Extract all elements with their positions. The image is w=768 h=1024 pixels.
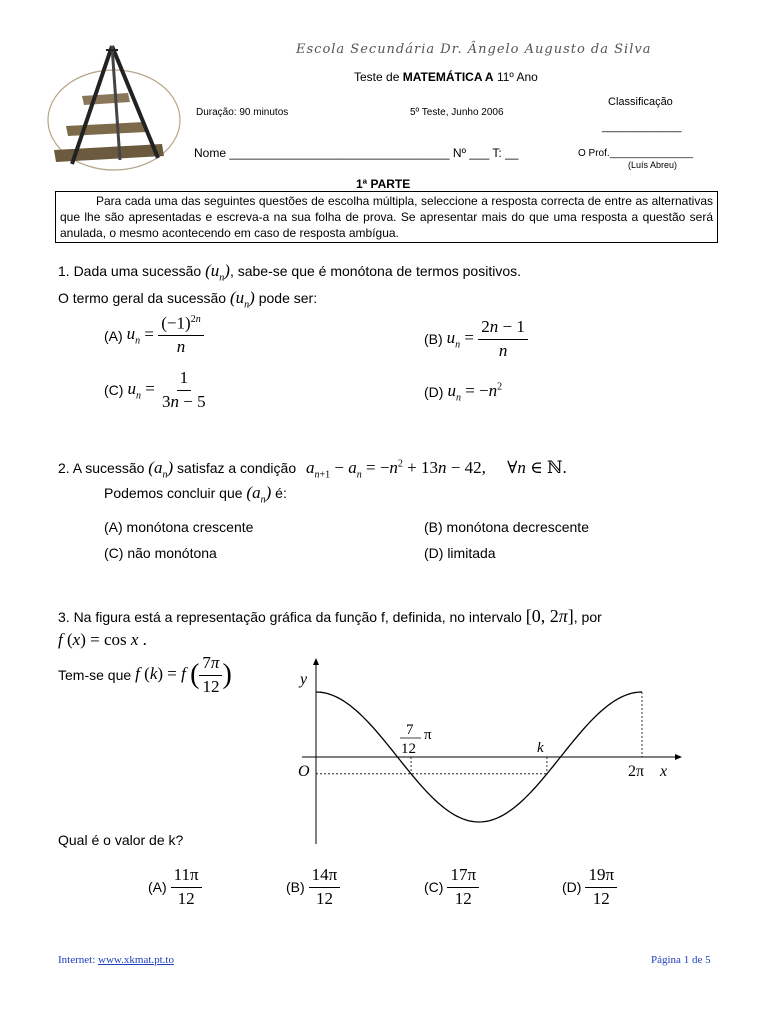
q1-option-b-fraction: $\frac{2n - 1}{n}$ bbox=[478, 318, 528, 360]
q1-seq-un-2: $(u_n)$ bbox=[229, 288, 255, 311]
cosine-graph bbox=[280, 648, 700, 848]
q3-interval: [0, 2π] bbox=[525, 606, 574, 626]
duration: Duração: 90 minutos bbox=[196, 107, 289, 118]
q3-function-def: f (x) = cos x . bbox=[58, 630, 147, 649]
q1-option-b bbox=[424, 318, 528, 360]
q2-option-a: (A) monótona crescente bbox=[104, 519, 254, 535]
q3-question: Qual é o valor de k? bbox=[58, 832, 184, 848]
q1-option-c bbox=[104, 369, 209, 411]
instructions-box bbox=[55, 191, 718, 243]
school-logo bbox=[44, 40, 194, 175]
q1-line1-b: , sabe-se que é monótona de termos positivos. bbox=[229, 263, 521, 279]
school-name: Escola Secundária Dr. Ângelo Augusto da Silva bbox=[296, 42, 652, 57]
q1-option-d-formula: $u_n = -n^2$ bbox=[447, 381, 503, 404]
y-axis-arrow bbox=[313, 658, 319, 665]
q2-line2 bbox=[104, 483, 287, 505]
test-grade: 11º Ano bbox=[496, 70, 538, 84]
instructions-text: Para cada uma das seguintes questões de escolha múltipla, seleccione a resposta correcta de entre as alternativas que lhe são apresentadas e escreva-a na sua folha de prova. Se apresentar mais do que uma resposta a questão será anulada, o mesmo acontecendo em caso de resposta ambígua. bbox=[60, 194, 713, 240]
q1-option-d-label: (D) bbox=[424, 384, 444, 401]
q3-condition-fraction: $\frac{7\pi}{12}$ bbox=[199, 654, 222, 696]
frac-label-pi: π bbox=[424, 727, 432, 743]
test-info: 5º Teste, Junho 2006 bbox=[410, 107, 504, 118]
q1-line1-a: 1. Dada uma sucessão bbox=[58, 263, 202, 279]
q3-option-d-num: 19π bbox=[585, 866, 617, 888]
q1-line2-b: pode ser: bbox=[258, 290, 318, 306]
x-axis-arrow bbox=[675, 754, 682, 760]
x-axis-label: x bbox=[660, 763, 668, 780]
q2-line1-b: satisfaz a condição bbox=[177, 460, 297, 476]
q3-line1 bbox=[58, 606, 602, 627]
q1-option-a bbox=[104, 314, 204, 357]
footer-page-number: Página 1 de 5 bbox=[651, 954, 711, 966]
q3-option-a-fraction bbox=[171, 866, 202, 908]
q3-option-c-fraction bbox=[447, 866, 479, 908]
q3-option-a bbox=[148, 866, 202, 908]
q1-line2-a: O termo geral da sucessão bbox=[58, 290, 227, 306]
test-prefix: Teste de bbox=[354, 70, 400, 84]
classification-label: Classificação bbox=[608, 96, 673, 108]
q1-option-b-label: (B) bbox=[424, 331, 443, 348]
footer-internet-label: Internet: bbox=[58, 954, 96, 966]
prof-label bbox=[578, 148, 693, 159]
q3-option-d-fraction bbox=[585, 866, 617, 908]
q3-temse bbox=[58, 654, 232, 696]
q3-line1-end: , por bbox=[573, 609, 602, 625]
q3-option-b-den: 12 bbox=[315, 888, 333, 908]
q1-option-d bbox=[424, 381, 502, 403]
q3-option-d-den: 12 bbox=[592, 888, 610, 908]
prof-line: _______________ bbox=[609, 148, 694, 159]
two-pi-label: 2π bbox=[628, 763, 645, 780]
q3-option-a-num: 11π bbox=[171, 866, 202, 888]
q2-seq-an-2: $(a_n)$ bbox=[246, 483, 272, 506]
q1-line2 bbox=[58, 288, 317, 310]
frac-label-den: 12 bbox=[401, 741, 416, 757]
q2-condition: $a_{n+1} - a_n = -n^2 + 13n - 42$, ∀n ∈ ℕ. bbox=[306, 458, 567, 481]
prof-name: (Luís Abreu) bbox=[628, 160, 678, 170]
q2-option-d: (D) limitada bbox=[424, 545, 496, 561]
q2-line1 bbox=[58, 458, 567, 480]
footer-website-link[interactable]: www.xkmat.pt.to bbox=[98, 954, 174, 966]
origin-label: O bbox=[298, 763, 310, 780]
classification-line: _____________ bbox=[602, 121, 682, 133]
q1-option-a-label: (A) bbox=[104, 327, 123, 344]
q3-option-c bbox=[424, 866, 479, 908]
q2-option-b: (B) monótona decrescente bbox=[424, 519, 589, 535]
q3-option-c-den: 12 bbox=[454, 888, 472, 908]
footer-internet bbox=[58, 954, 174, 966]
q3-option-b-fraction bbox=[309, 866, 341, 908]
q3-option-d-label: (D) bbox=[562, 879, 582, 896]
q1-option-b-formula: $u_n$ = $\frac{2n - 1}{n}$ bbox=[447, 318, 528, 360]
q3-option-b bbox=[286, 866, 340, 908]
q1-option-a-fraction: $\frac{(-1)^{2n}}{n}$ bbox=[158, 314, 203, 357]
q3-option-a-label: (A) bbox=[148, 879, 167, 896]
k-label: k bbox=[537, 740, 544, 756]
q2-option-c: (C) não monótona bbox=[104, 545, 217, 561]
q2-seq-an: $(a_n)$ bbox=[148, 458, 174, 481]
y-axis-label: y bbox=[300, 671, 308, 688]
part-heading: 1ª PARTE bbox=[356, 177, 411, 191]
test-subject: MATEMÁTICA A bbox=[402, 70, 494, 84]
q1-option-c-fraction: $\frac{1}{3n - 5}$ bbox=[162, 368, 206, 411]
q2-line1-a: 2. A sucessão bbox=[58, 460, 145, 476]
q1-line1 bbox=[58, 261, 521, 283]
frac-label-num: 7 bbox=[406, 722, 414, 738]
q1-option-c-formula: $u_n$ = $\frac{1}{3n - 5}$ bbox=[127, 369, 208, 411]
q3-option-a-den: 12 bbox=[177, 888, 195, 908]
q1-option-c-label: (C) bbox=[104, 382, 124, 399]
q3-option-b-num: 14π bbox=[309, 866, 341, 888]
q3-condition: f (k) = f ( $\frac{7\pi}{12}$ ) bbox=[135, 653, 232, 696]
q3-option-d bbox=[562, 866, 617, 908]
prof-label-text: O Prof. bbox=[578, 148, 610, 159]
q3-line1-text: 3. Na figura está a representação gráfica da função f, definida, no intervalo bbox=[58, 609, 522, 625]
q3-option-b-label: (B) bbox=[286, 879, 305, 896]
q3-option-c-num: 17π bbox=[447, 866, 479, 888]
q1-seq-un: $(u_n)$ bbox=[205, 261, 230, 284]
q2-line2-a: Podemos concluir que bbox=[104, 485, 243, 501]
q1-option-a-formula: $u_n$ = $\frac{(-1)^{2n}}{n}$ bbox=[127, 314, 204, 357]
test-title bbox=[354, 70, 538, 84]
q2-line2-b: é: bbox=[275, 485, 287, 501]
q3-temse-text: Tem-se que bbox=[58, 667, 132, 684]
name-line: Nome _________________________________ Nº ___ T: __ bbox=[194, 146, 519, 160]
q3-option-c-label: (C) bbox=[424, 879, 444, 896]
